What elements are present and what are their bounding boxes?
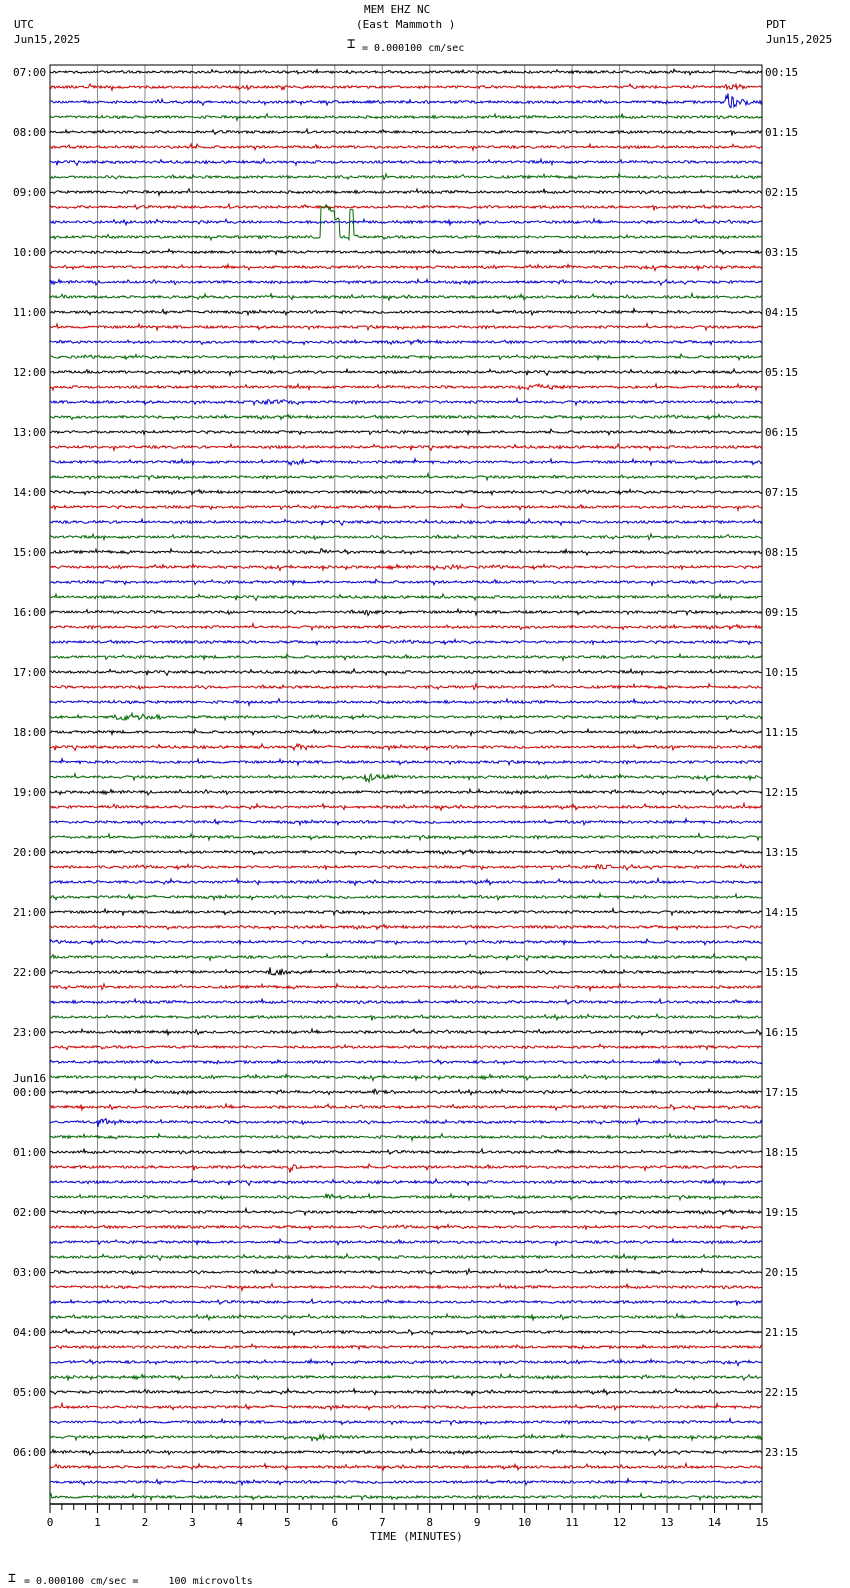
trace-93	[50, 1463, 762, 1470]
left-hour-label: 04:00	[13, 1326, 47, 1339]
x-tick-label: 8	[426, 1516, 434, 1529]
trace-18	[50, 340, 762, 345]
trace-56	[50, 909, 762, 915]
trace-1	[50, 84, 762, 90]
x-tick-label: 10	[518, 1516, 532, 1529]
trace-28	[50, 489, 762, 494]
trace-8	[50, 189, 762, 196]
left-hour-label: 01:00	[13, 1146, 47, 1159]
trace-2	[50, 93, 762, 107]
x-tick-label: 11	[565, 1516, 579, 1529]
right-hour-label: 12:15	[765, 786, 799, 799]
right-hour-label: 16:15	[765, 1026, 799, 1039]
trace-25	[50, 444, 762, 450]
trace-81	[50, 1284, 762, 1291]
trace-90	[50, 1419, 762, 1425]
left-hour-label: 09:00	[13, 186, 47, 199]
left-hour-label: 10:00	[13, 246, 47, 259]
right-hour-label: 13:15	[765, 846, 799, 859]
trace-36	[50, 609, 762, 615]
trace-53	[50, 864, 762, 870]
trace-77	[50, 1224, 762, 1229]
trace-66	[50, 1059, 762, 1065]
trace-87	[50, 1374, 762, 1380]
right-hour-label: 05:15	[765, 366, 799, 379]
left-hour-label: 18:00	[13, 726, 47, 739]
trace-71	[50, 1134, 762, 1141]
trace-57	[50, 925, 762, 930]
trace-67	[50, 1074, 762, 1080]
left-hour-label: 13:00	[13, 426, 47, 439]
right-hour-label: 15:15	[765, 966, 799, 979]
trace-27	[50, 474, 762, 480]
x-tick-label: 13	[660, 1516, 674, 1529]
trace-63	[50, 1014, 762, 1020]
left-hour-label: 02:00	[13, 1206, 47, 1219]
scale-bar-icon: ⌶	[347, 36, 356, 52]
trace-14	[50, 279, 762, 285]
trace-17	[50, 324, 762, 330]
left-hour-label: 03:00	[13, 1266, 47, 1279]
left-hour-label: 07:00	[13, 66, 47, 79]
trace-45	[50, 744, 762, 750]
right-hour-label: 08:15	[765, 546, 799, 559]
trace-70	[50, 1119, 762, 1127]
left-hour-label: 08:00	[13, 126, 47, 139]
left-hour-label: 06:00	[13, 1446, 47, 1459]
x-tick-label: 5	[284, 1516, 291, 1529]
right-hour-label: 23:15	[765, 1446, 799, 1459]
trace-52	[50, 850, 762, 855]
plot-border	[50, 65, 762, 1504]
x-tick-label: 14	[707, 1516, 722, 1529]
trace-6	[50, 159, 762, 165]
right-hour-label: 06:15	[765, 426, 799, 439]
footer-scale: = 0.000100 cm/sec = 100 microvolts	[24, 1576, 253, 1587]
trace-44	[50, 729, 762, 735]
trace-21	[50, 384, 762, 390]
right-hour-label: 19:15	[765, 1206, 799, 1219]
trace-51	[50, 834, 762, 840]
right-hour-label: 18:15	[765, 1146, 799, 1159]
right-hour-label: 07:15	[765, 486, 799, 499]
trace-0	[50, 69, 762, 75]
trace-59	[50, 954, 762, 960]
date-change-label: Jun16	[13, 1072, 47, 1085]
trace-75	[50, 1194, 762, 1200]
trace-9	[50, 204, 762, 210]
trace-33	[50, 564, 762, 570]
right-hour-label: 21:15	[765, 1326, 799, 1339]
trace-30	[50, 519, 762, 525]
trace-85	[50, 1344, 762, 1349]
trace-48	[50, 789, 762, 795]
trace-86	[50, 1359, 762, 1365]
x-tick-label: 1	[94, 1516, 101, 1529]
trace-22	[50, 399, 762, 405]
trace-31	[50, 534, 762, 540]
trace-72	[50, 1149, 762, 1155]
x-tick-label: 9	[473, 1516, 481, 1529]
left-hour-label: 05:00	[13, 1386, 47, 1399]
trace-39	[50, 654, 762, 660]
trace-3	[50, 114, 762, 121]
left-hour-label: 17:00	[13, 666, 47, 679]
trace-68	[50, 1089, 762, 1095]
trace-50	[50, 819, 762, 825]
trace-54	[50, 878, 762, 885]
trace-82	[50, 1299, 762, 1305]
right-hour-label: 17:15	[765, 1086, 799, 1099]
left-hour-label: 16:00	[13, 606, 47, 619]
left-date: Jun15,2025	[14, 33, 81, 46]
trace-47	[50, 774, 762, 782]
right-hour-label: 20:15	[765, 1266, 799, 1279]
left-hour-label: 14:00	[13, 486, 47, 499]
trace-88	[50, 1389, 762, 1395]
left-timezone: UTC	[14, 18, 34, 31]
trace-38	[50, 639, 762, 644]
trace-23	[50, 414, 762, 419]
trace-74	[50, 1179, 762, 1185]
trace-60	[50, 967, 762, 975]
left-hour-label: 15:00	[13, 546, 47, 559]
trace-19	[50, 354, 762, 360]
trace-26	[50, 459, 762, 465]
trace-42	[50, 699, 762, 706]
trace-49	[50, 803, 762, 810]
header-scale: = 0.000100 cm/sec	[362, 43, 465, 54]
trace-16	[50, 309, 762, 315]
trace-37	[50, 624, 762, 630]
trace-7	[50, 174, 762, 180]
trace-94	[50, 1479, 762, 1485]
trace-95	[50, 1494, 762, 1500]
trace-32	[50, 549, 762, 555]
right-hour-label: 01:15	[765, 126, 799, 139]
trace-58	[50, 939, 762, 945]
trace-79	[50, 1254, 762, 1260]
right-timezone: PDT	[766, 18, 786, 31]
x-tick-label: 7	[378, 1516, 386, 1529]
trace-65	[50, 1044, 762, 1049]
trace-29	[50, 504, 762, 510]
x-tick-label: 3	[189, 1516, 196, 1529]
left-hour-label: 20:00	[13, 846, 47, 859]
trace-89	[50, 1403, 762, 1409]
left-hour-label: 12:00	[13, 366, 47, 379]
trace-13	[50, 264, 762, 270]
left-hour-label: 19:00	[13, 786, 47, 799]
trace-10	[50, 219, 762, 225]
right-hour-label: 22:15	[765, 1386, 799, 1399]
left-hour-label: 11:00	[13, 306, 47, 319]
left-hour-label: 22:00	[13, 966, 47, 979]
right-hour-label: 14:15	[765, 906, 799, 919]
x-axis-label: TIME (MINUTES)	[370, 1530, 463, 1543]
trace-41	[50, 684, 762, 690]
trace-84	[50, 1329, 762, 1335]
x-tick-label: 15	[755, 1516, 769, 1529]
trace-80	[50, 1269, 762, 1275]
right-hour-label: 04:15	[765, 306, 799, 319]
trace-4	[50, 129, 762, 135]
left-hour-label: 00:00	[13, 1086, 47, 1099]
trace-55	[50, 894, 762, 900]
trace-78	[50, 1239, 762, 1245]
x-tick-label: 6	[331, 1516, 339, 1529]
trace-5	[50, 144, 762, 150]
right-hour-label: 00:15	[765, 66, 799, 79]
right-hour-label: 10:15	[765, 666, 799, 679]
trace-69	[50, 1104, 762, 1110]
x-tick-label: 4	[236, 1516, 244, 1529]
trace-46	[50, 759, 762, 765]
footer-scale-icon: ⌶	[8, 1571, 16, 1586]
trace-15	[50, 293, 762, 300]
trace-12	[50, 249, 762, 254]
right-hour-label: 09:15	[765, 606, 799, 619]
x-tick-label: 2	[141, 1516, 149, 1529]
trace-34	[50, 579, 762, 585]
left-hour-label: 21:00	[13, 906, 47, 919]
trace-76	[50, 1209, 762, 1215]
station-title: MEM EHZ NC	[364, 3, 431, 16]
trace-83	[50, 1314, 762, 1320]
right-date: Jun15,2025	[766, 33, 833, 46]
station-location: (East Mammoth )	[356, 18, 456, 31]
trace-43	[50, 713, 762, 720]
right-hour-label: 03:15	[765, 246, 799, 259]
trace-24	[50, 429, 762, 435]
trace-92	[50, 1449, 762, 1455]
trace-91	[50, 1434, 762, 1441]
trace-64	[50, 1029, 762, 1035]
right-hour-label: 02:15	[765, 186, 799, 199]
x-tick-label: 12	[612, 1516, 627, 1529]
x-tick-label: 0	[46, 1516, 54, 1529]
trace-73	[50, 1164, 762, 1173]
trace-35	[50, 594, 762, 600]
trace-61	[50, 984, 762, 991]
left-hour-label: 23:00	[13, 1026, 47, 1039]
trace-40	[50, 669, 762, 675]
right-hour-label: 11:15	[765, 726, 799, 739]
trace-62	[50, 999, 762, 1005]
trace-20	[50, 369, 762, 375]
